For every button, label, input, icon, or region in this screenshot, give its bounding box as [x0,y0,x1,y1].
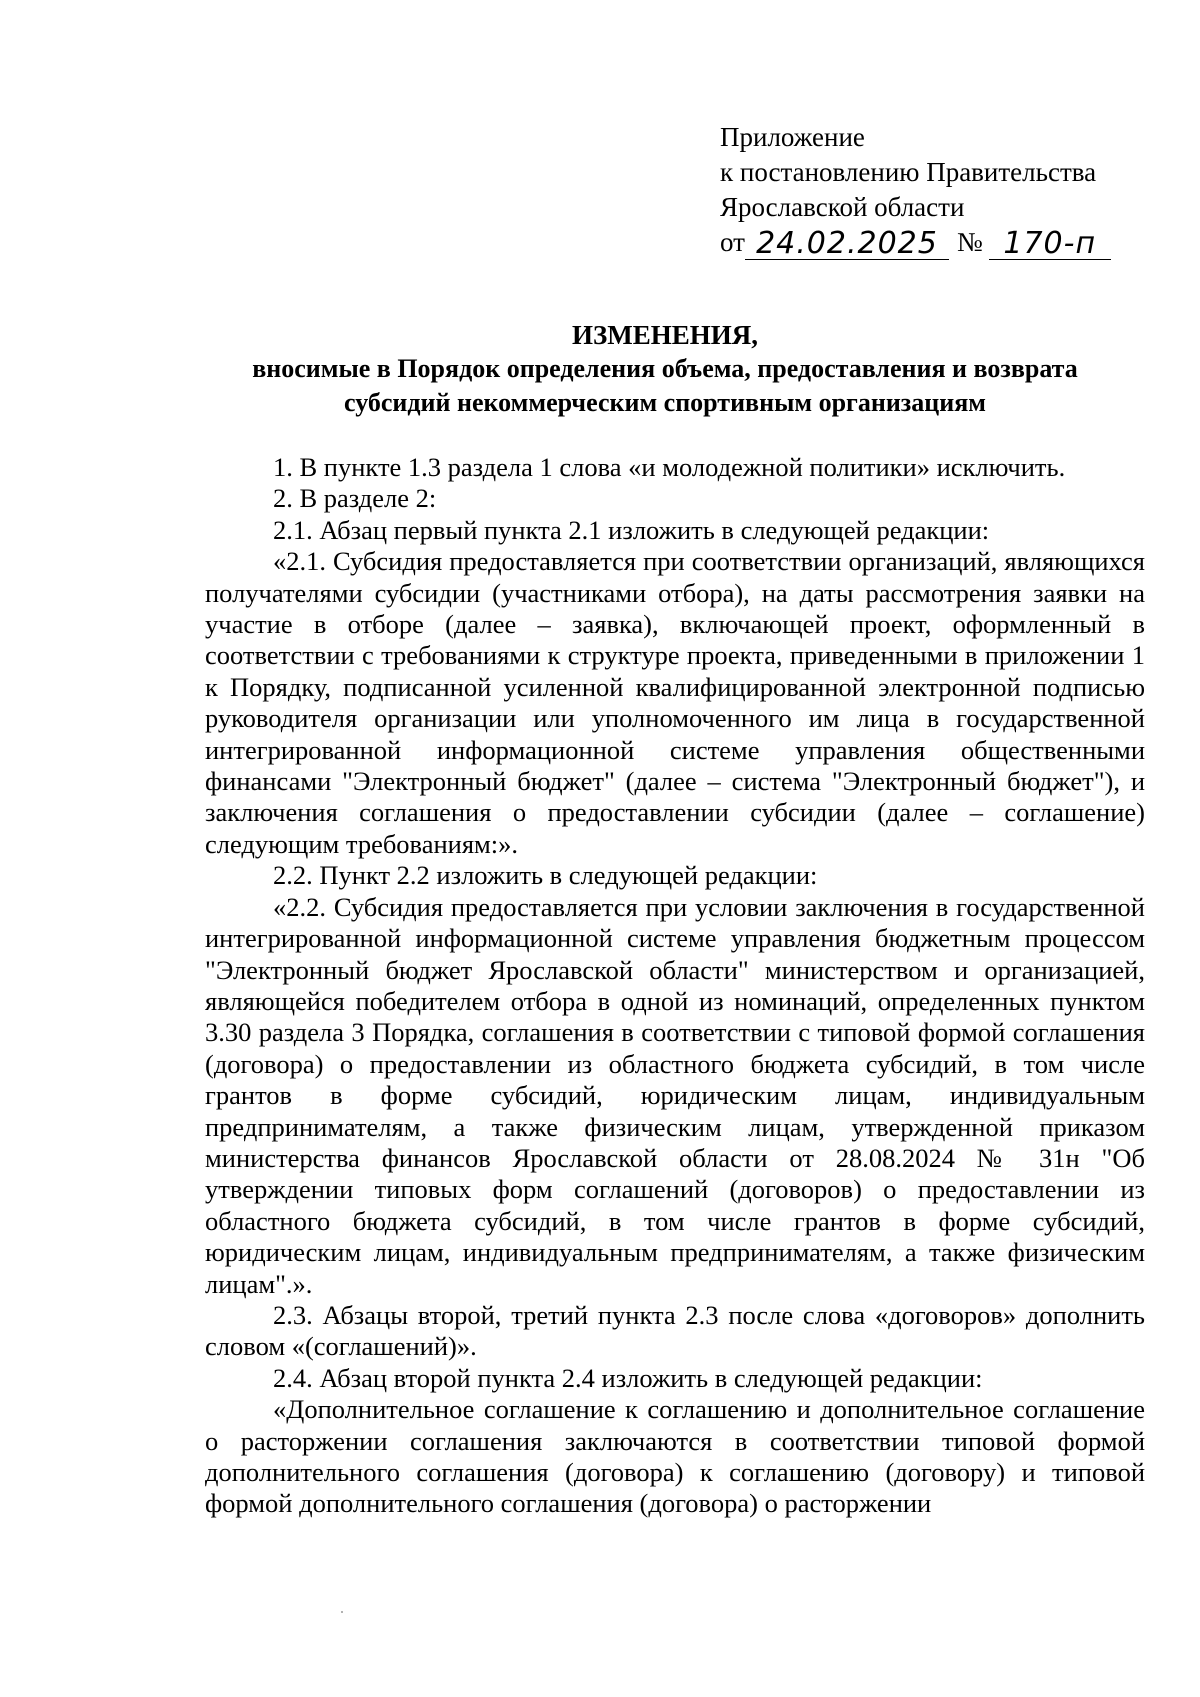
from-prefix: от [720,227,745,257]
appendix-region: Ярославской области [720,192,965,222]
title-main: ИЗМЕНЕНИЯ, [571,320,758,350]
paragraph-2-3: 2.3. Абзацы второй, третий пункта 2.3 после слова «договоров» дополнить словом «(соглашений)». [205,1299,1145,1362]
paragraph-1: 1. В пункте 1.3 раздела 1 слова «и молодежной политики» исключить. [273,452,1066,482]
appendix-label: Приложение [720,122,865,152]
document-title [205,318,1125,420]
document-body [205,452,1145,1520]
title-subtitle-line-2: субсидий некоммерческим спортивным организациям [344,388,986,417]
paragraph-2: 2. В разделе 2: [273,483,437,514]
number-sign: № [956,227,983,257]
paragraph-2-2-text: «2.2. Субсидия предоставляется при условии заключения в государственной интегрированной информационной системе управления бюджетным процессом "Электронный бюджет Ярославской области" министерством и организацией, являющейся победителем отбора в одной из номинаций, определенных пунктом 3.30 раздела 3 Порядка, соглашения в соответствии с типовой формой соглашения (договора) о предоставлении из областного бюджета субсидий, в том числе грантов в форме субсидий, юридическим лицам, индивидуальным предпринимателям, а также физическим лицам, утвержденной приказом министерства финансов Ярославской области от 28.08.2024 № 31н "Об утверждении типовых форм соглашений (договоров) о предоставлении из областного бюджета субсидий, в том числе грантов в форме субсидий, юридическим лицам, индивидуальным предпринимателям, а также физическим лицам".». [205,891,1145,1299]
paragraph-2-2: 2.2. Пункт 2.2 изложить в следующей редакции: [273,860,818,891]
appendix-date-number-line [720,225,1160,260]
appendix-header [720,120,1160,260]
title-subtitle-line-1: вносимые в Порядок определения объема, предоставления и возврата [252,354,1078,383]
paragraph-2-4-text: «Дополнительное соглашение к соглашению и дополнительное соглашение о расторжении соглашения заключаются в соответствии типовой формой дополнительного соглашения (договора) к соглашению (договору) и типовой формой дополнительного соглашения (договора) о расторжении [205,1394,1145,1519]
scan-speck [341,1611,343,1613]
paragraph-2-1-text: «2.1. Субсидия предоставляется при соответствии организаций, являющихся получателями субсидии (участниками отбора), на даты рассмотрения заявки на участие в отборе (далее – заявка), включающей проект, оформленный в соответствии с требованиями к структуре проекта, приведенными в приложении 1 к Порядку, подписанной усиленной квалифицированной электронной подписью руководителя организации или уполномоченного им лица в государственной интегрированной информационной системе управления общественными финансами "Электронный бюджет" (далее – система "Электронный бюджет"), и заключения соглашения о предоставлении субсидии (далее – соглашение) следующим требованиям:». [205,546,1145,859]
handwritten-number: 170-п [989,229,1111,260]
paragraph-2-1: 2.1. Абзац первый пункта 2.1 изложить в следующей редакции: [273,514,990,545]
handwritten-date: 24.02.2025 [745,229,949,260]
appendix-resolution-ref: к постановлению Правительства [720,157,1097,187]
paragraph-2-4: 2.4. Абзац второй пункта 2.4 изложить в следующей редакции: [273,1362,983,1393]
